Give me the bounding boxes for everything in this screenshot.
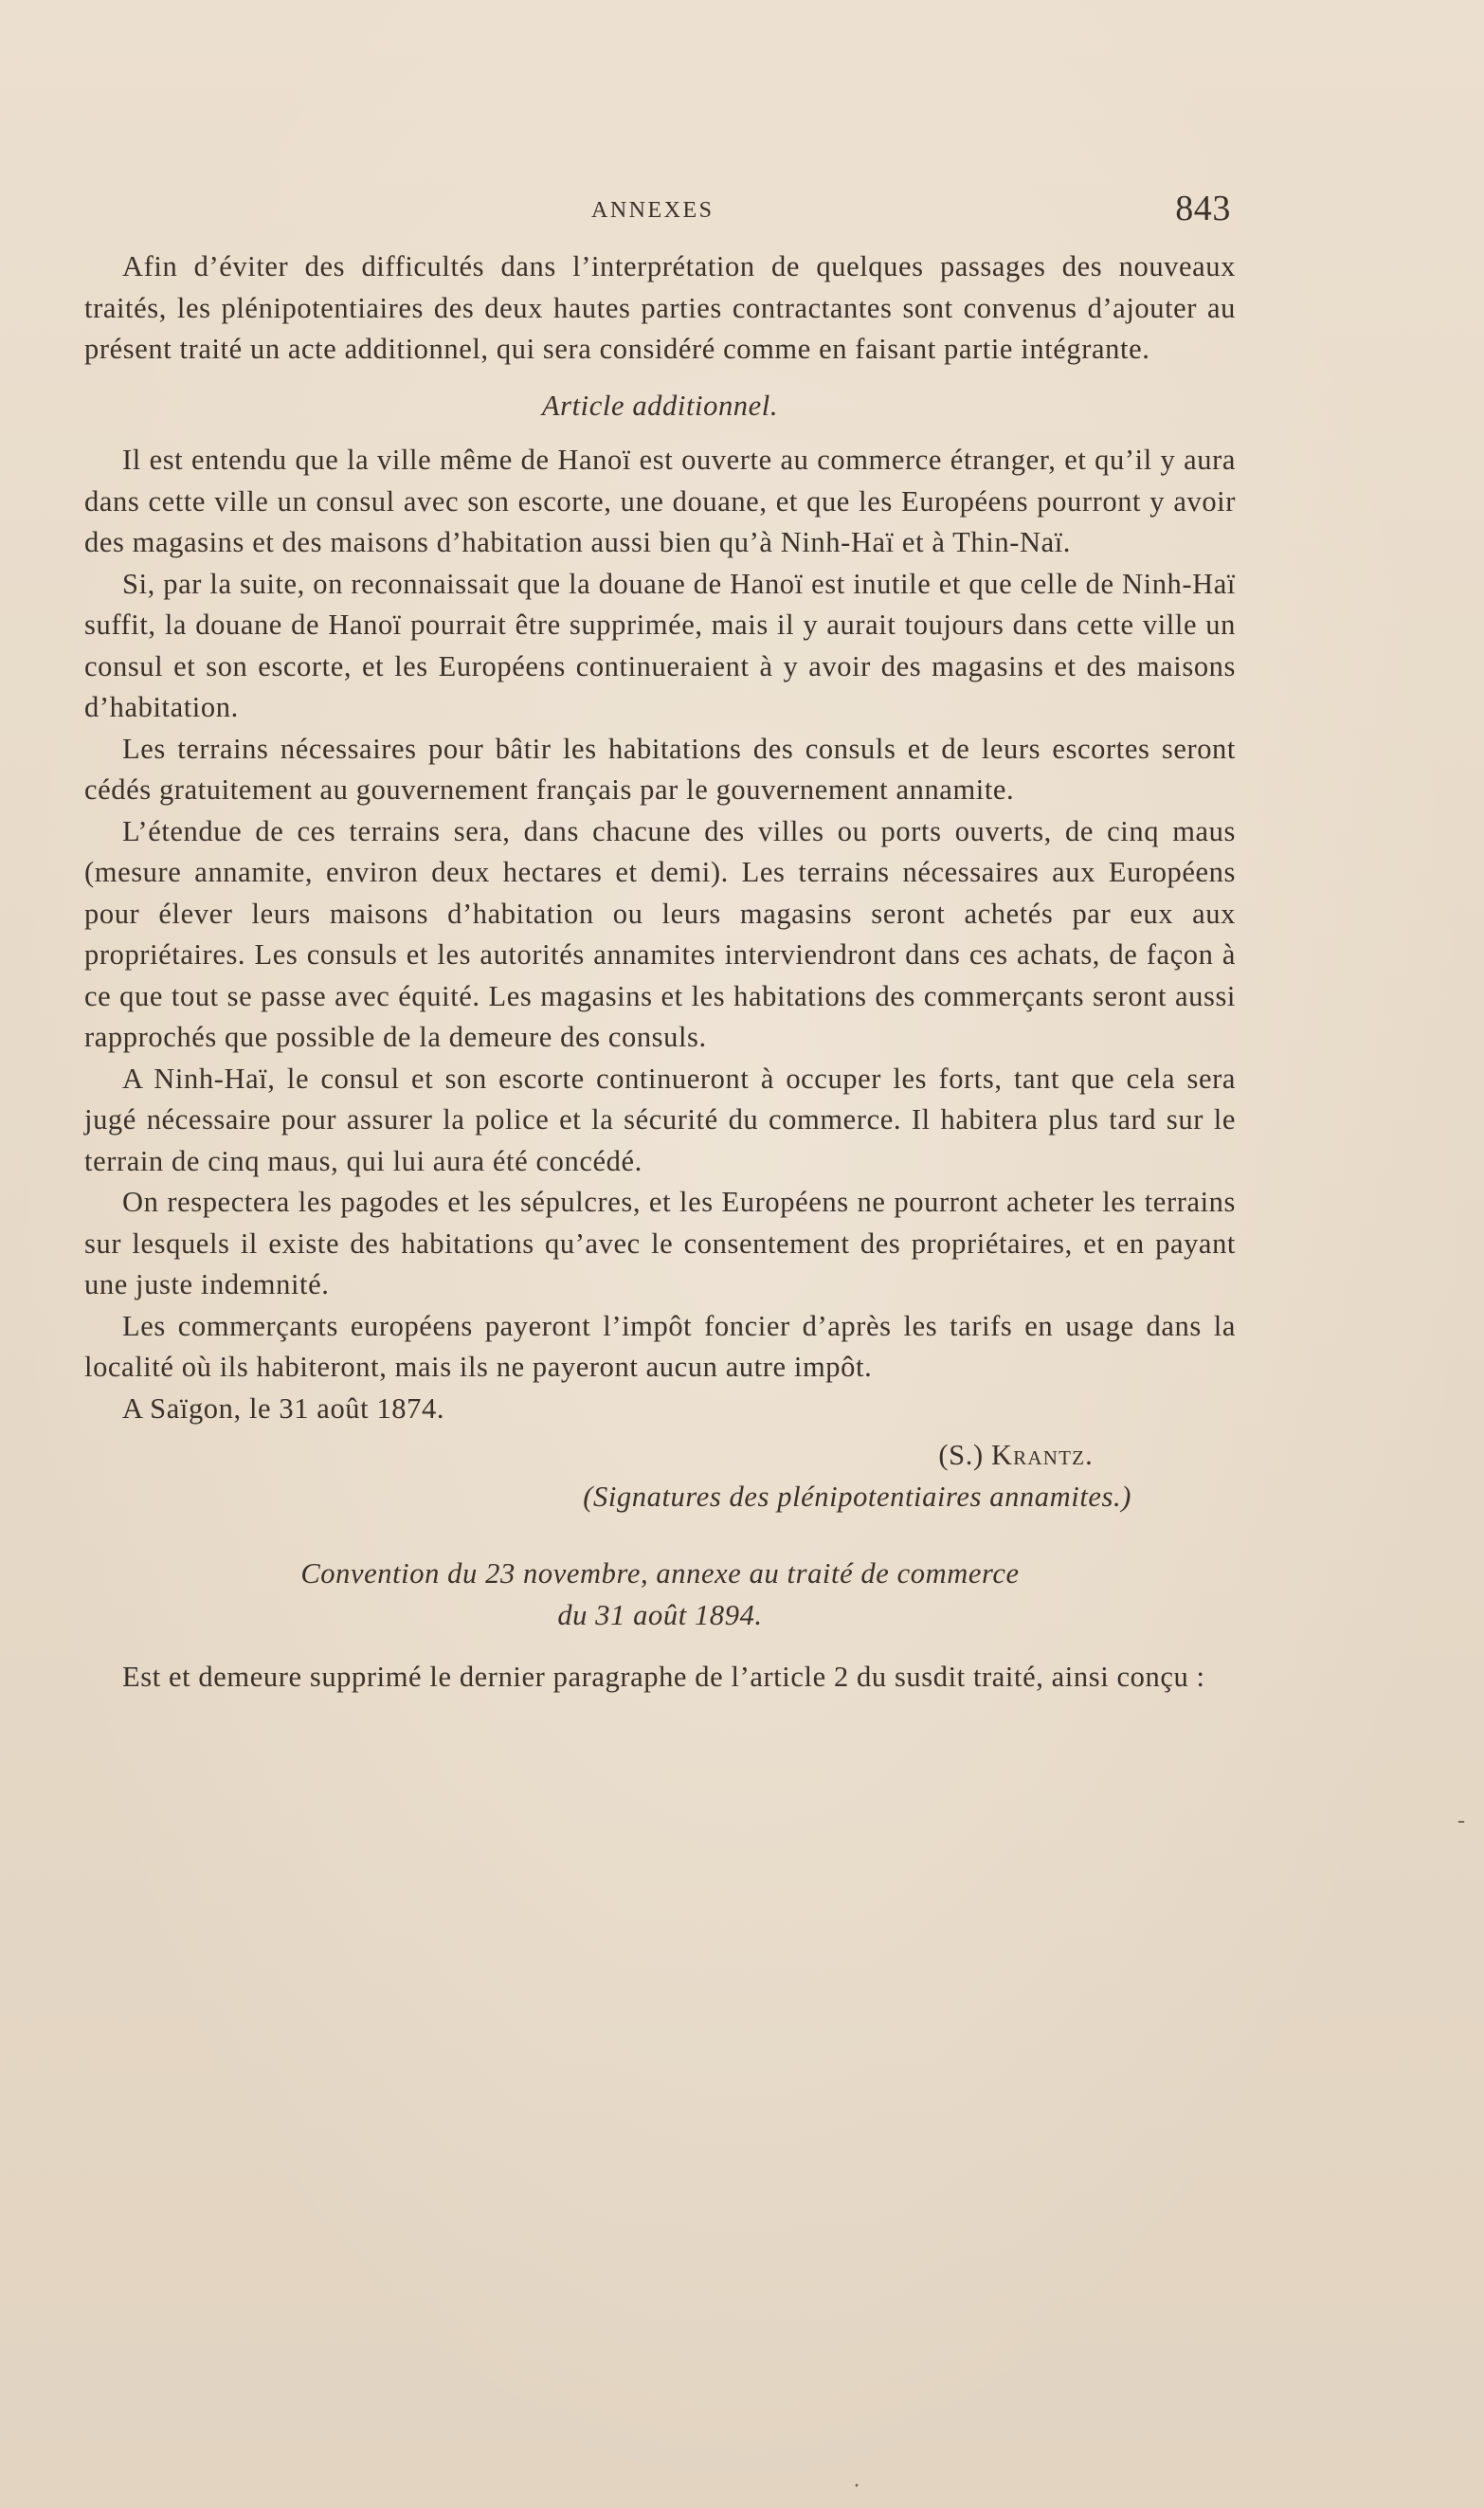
convention-heading-line-2: du 31 août 1894. [557, 1598, 763, 1631]
paragraph-douane: Si, par la suite, on reconnaissait que la douane de Hanoï est inutile et que celle de Ninh-Haï suffit, la douane de Hanoï pourrait être supprimée, mais il y aurait toujours dans cette ville un consul et son escorte, et les Européens continueraient à y avoir des magasins et des maisons d’habitation. [84, 567, 1236, 723]
paragraph-terrains-consuls: Les terrains nécessaires pour bâtir les habitations des consuls et de leurs escortes seront cédés gratuitement au gouvernement français par le gouvernement annamite. [84, 732, 1236, 806]
signature-line [84, 1435, 1236, 1477]
final-paragraph: Est et demeure supprimé le dernier paragraphe de l’article 2 du susdit traité, ainsi conçu : [122, 1661, 1205, 1693]
additional-article-heading: Article additionnel. [541, 389, 779, 422]
place-date: A Saïgon, le 31 août 1874. [122, 1391, 445, 1425]
page-text [84, 190, 1236, 1699]
signature-prefix: (S.) [938, 1439, 991, 1471]
page-number: 843 [1175, 189, 1231, 228]
running-header-title: ANNEXES [591, 198, 715, 223]
paragraph-impot: Les commerçants européens payeront l’impôt foncier d’après les tarifs en usage dans la localité où ils habiteront, mais ils ne payeront aucun autre impôt. [84, 1309, 1236, 1383]
intro-paragraph: Afin d’éviter des difficultés dans l’interprétation de quelques passages des nouveaux traités, les plénipotentiaires des deux hautes parties contractantes sont convenus d’ajouter au présent traité un acte additionnel, qui sera considéré comme en faisant partie intégrante. [84, 250, 1236, 365]
signature-note: (Signatures des plénipotentiaires annamites.) [583, 1480, 1131, 1513]
margin-dash-mark: - [1457, 1808, 1465, 1833]
paragraph-etendue-terrains: L’étendue de ces terrains sera, dans chacune des villes ou ports ouverts, de cinq maus (mesure annamite, environ deux hectares et demi). Les terrains nécessaires aux Européens pour élever leurs maisons d’habitation ou leurs magasins seront achetés par eux aux propriétaires. Les consuls et les autorités annamites interviendront dans ces achats, de façon à ce que tout se passe avec équité. Les magasins et les habitations des commerçants seront aussi rapprochés que possible de la demeure des consuls. [84, 814, 1236, 1053]
running-header [84, 190, 1236, 246]
signature-name: Krantz. [990, 1439, 1094, 1471]
convention-heading [84, 1554, 1236, 1636]
bottom-dot-mark: · [853, 2474, 860, 2499]
convention-heading-line-1: Convention du 23 novembre, annexe au traité de commerce [300, 1557, 1020, 1590]
paragraph-ninh-hai: A Ninh-Haï, le consul et son escorte continueront à occuper les forts, tant que cela sera jugé nécessaire pour assurer la police et la sécurité du commerce. Il habitera plus tard sur le terrain de cinq maus, qui lui aura été concédé. [84, 1062, 1236, 1177]
paragraph-hanoi-open: Il est entendu que la ville même de Hanoï est ouverte au commerce étranger, et qu’il y aura dans cette ville un consul avec son escorte, une douane, et que les Européens pourront y avoir des magasins et des maisons d’habitation aussi bien qu’à Ninh-Haï et à Thin-Naï. [84, 444, 1236, 558]
paragraph-pagodes: On respectera les pagodes et les sépulcres, et les Européens ne pourront acheter les terrains sur lesquels il existe des habitations qu’avec le consentement des propriétaires, et en payant une juste indemnité. [84, 1186, 1236, 1300]
